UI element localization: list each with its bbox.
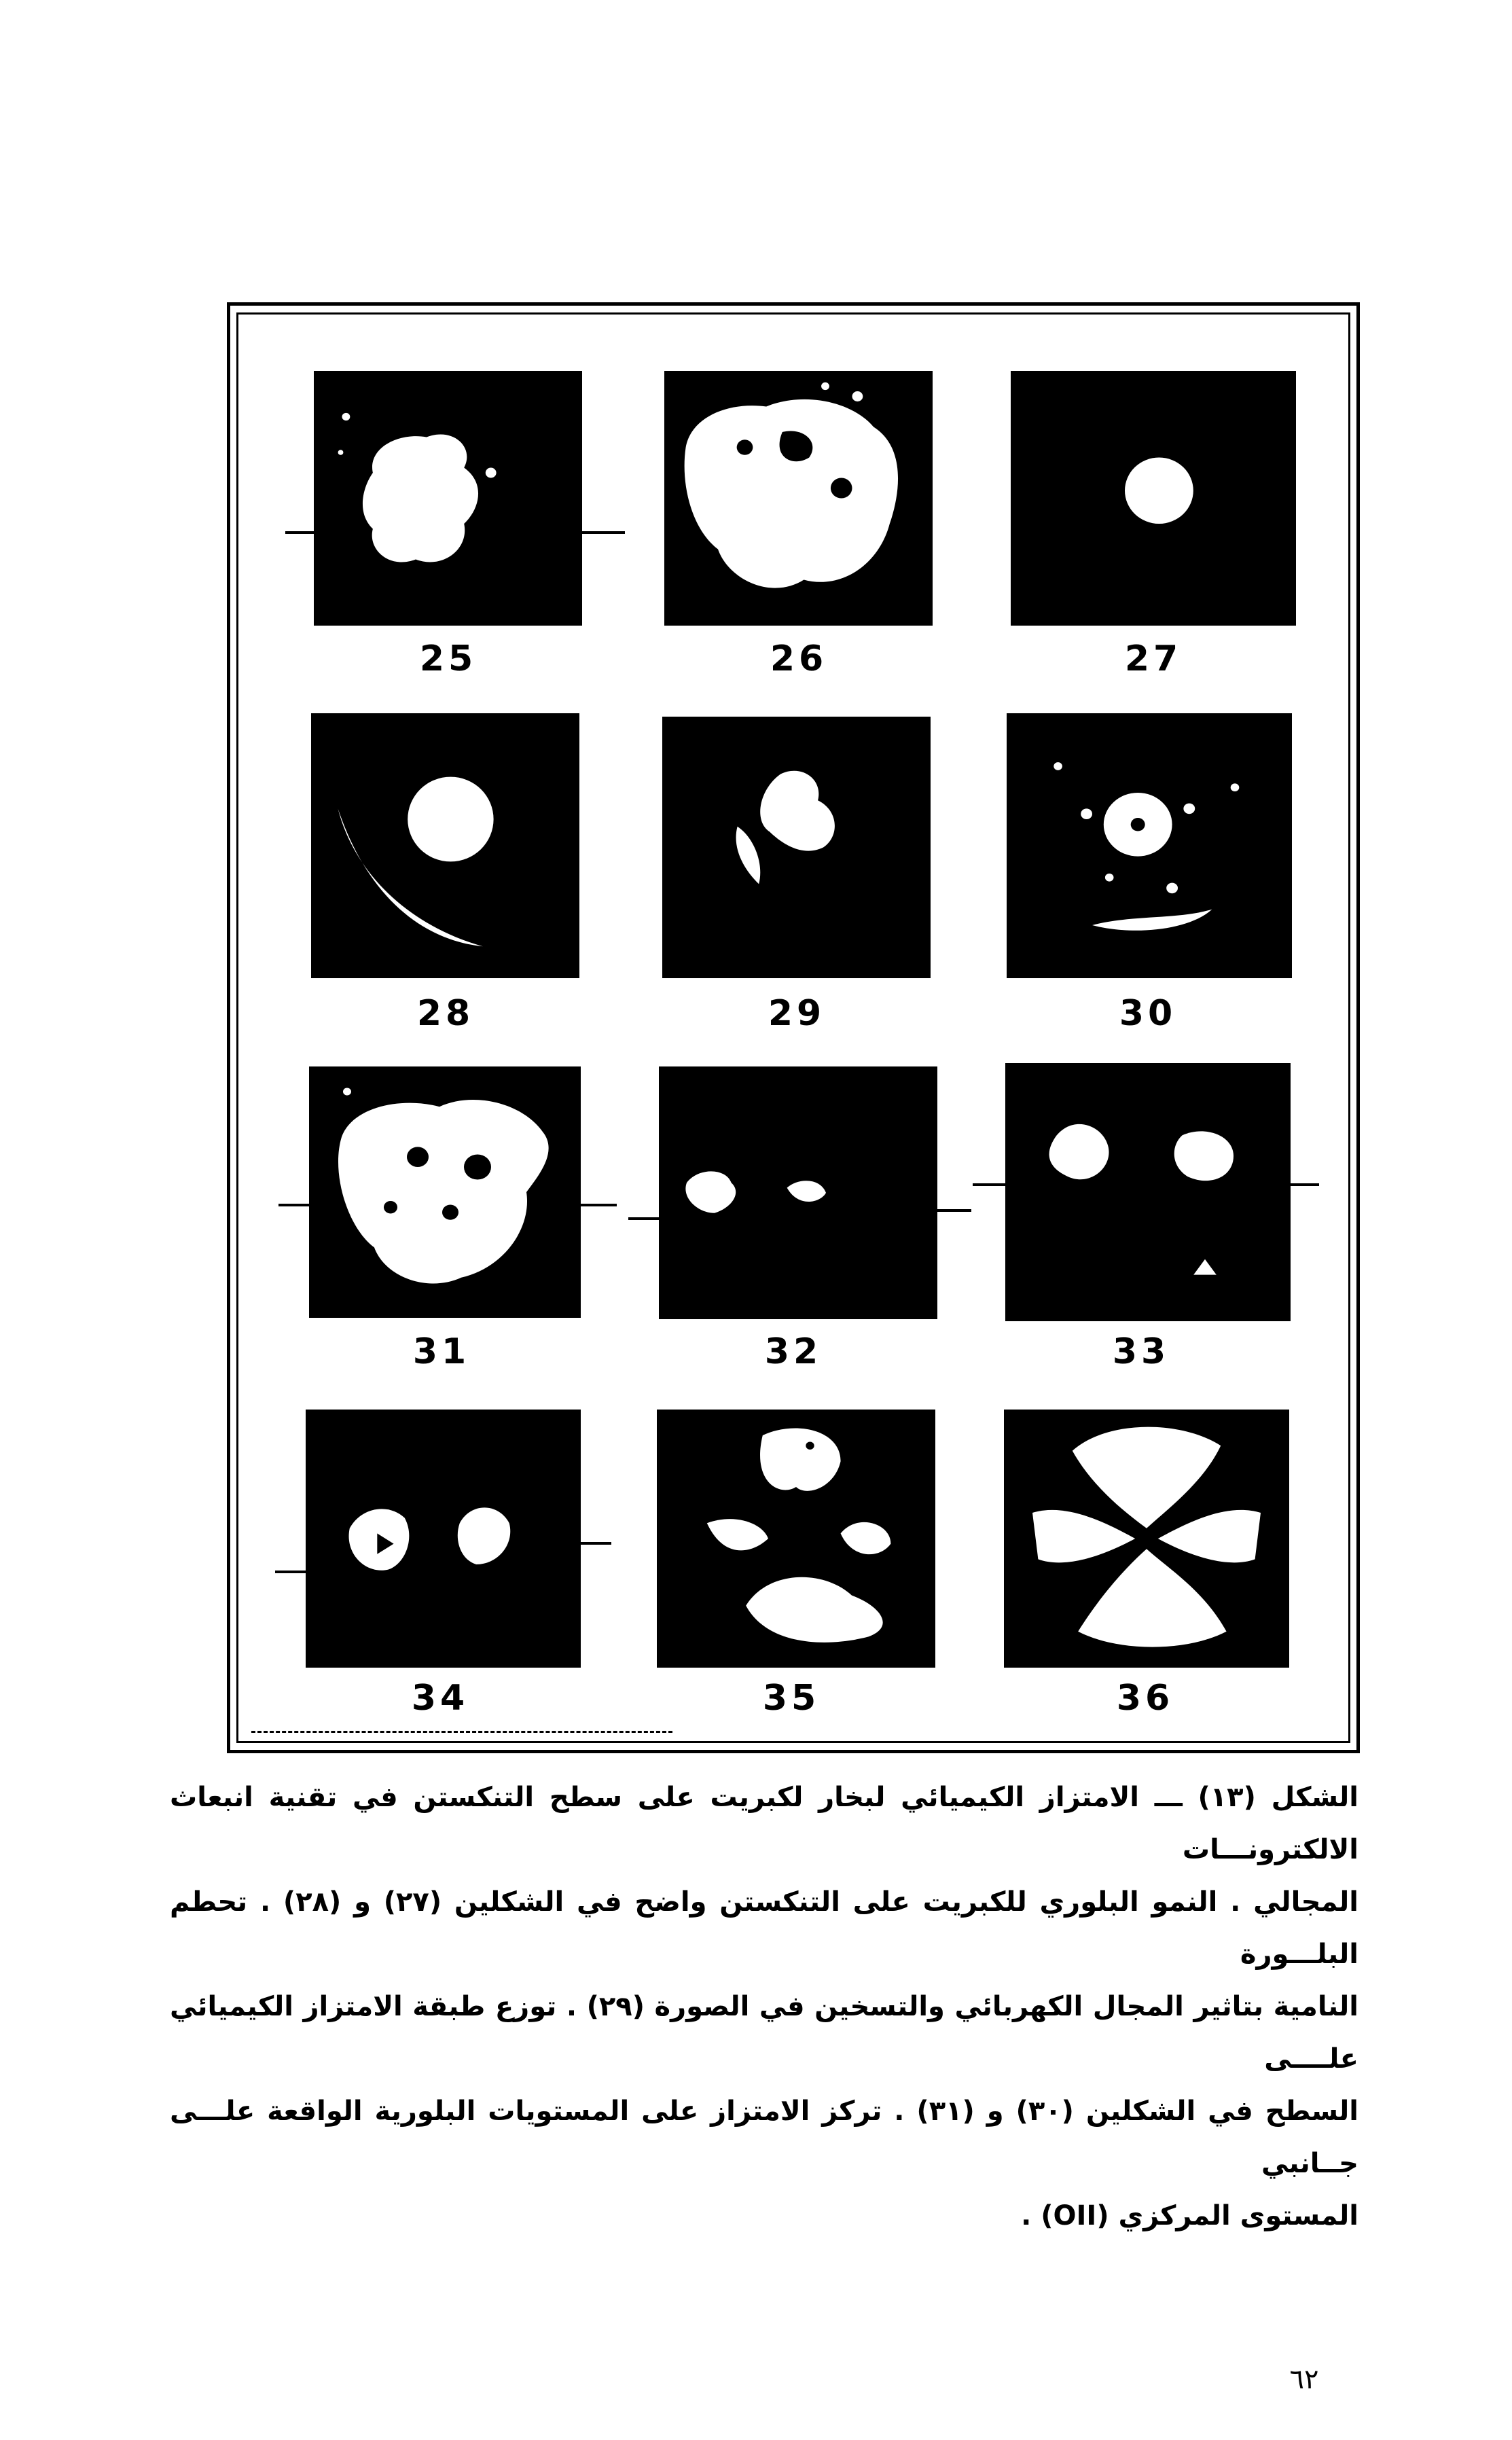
tick-mark: [628, 1217, 669, 1220]
caption-line: السطح في الشكلين (٣٠) و (٣١) . تركز الامتزاز على المستويات البلورية الواقعة علـــى جــانبي: [170, 2096, 1359, 2179]
tick-mark: [285, 531, 326, 534]
figure-caption: [170, 1772, 1358, 2242]
panel-25-image: [314, 371, 582, 626]
panel-36-image: [1004, 1410, 1289, 1668]
panel-30-label: 30: [1119, 993, 1177, 1034]
tick-mark: [1278, 1183, 1319, 1186]
panel-34-label: 34: [411, 1678, 469, 1719]
panel-31-label: 31: [412, 1331, 471, 1372]
tick-mark: [569, 1204, 617, 1206]
panel-26-image: [664, 371, 933, 626]
panel-25-label: 25: [419, 639, 478, 679]
panel-28-image: [311, 713, 579, 978]
caption-line: المستوى المركزي (OII) .: [1021, 2200, 1358, 2231]
panel-27-image: [1011, 371, 1296, 626]
panel-33-image: [1005, 1063, 1291, 1321]
tick-mark: [275, 1571, 316, 1573]
panel-36-label: 36: [1116, 1678, 1174, 1719]
panel-35-image: [657, 1410, 935, 1668]
page-number: ٦٢: [1289, 2364, 1319, 2395]
panel-32-image: [659, 1066, 937, 1319]
tick-mark: [278, 1204, 319, 1206]
panel-35-label: 35: [762, 1678, 821, 1719]
tick-mark: [931, 1209, 971, 1212]
panel-32-label: 32: [764, 1331, 823, 1372]
tick-mark: [571, 1542, 611, 1545]
panel-28-label: 28: [416, 993, 475, 1034]
panel-30-image: [1007, 713, 1292, 978]
tick-mark: [571, 531, 625, 534]
panel-29-label: 29: [768, 993, 826, 1034]
tick-mark: [973, 1183, 1013, 1186]
panel-29-image: [662, 717, 931, 978]
caption-line: المجالي . النمو البلوري للكبريت على التنكستن واضح في الشكلين (٢٧) و (٢٨) . تحطم البلـــورة: [170, 1886, 1359, 1970]
panel-31-image: [309, 1066, 581, 1318]
caption-line: النامية بتاثير المجال الكهربائي والتسخين في الصورة (٢٩) . توزع طبقة الامتزاز الكيميائي علــــى: [170, 1991, 1359, 2075]
caption-line: الشكل (١٣) ـــ الامتزاز الكيميائي لبخار لكبريت على سطح التنكستن في تقنية انبعاث الالكترونـــات: [170, 1782, 1359, 1865]
panel-34-image: [306, 1410, 581, 1668]
panel-26-label: 26: [770, 639, 828, 679]
panel-33-label: 33: [1112, 1331, 1170, 1372]
panel-27-label: 27: [1124, 639, 1183, 679]
dashed-rule: [251, 1731, 672, 1733]
